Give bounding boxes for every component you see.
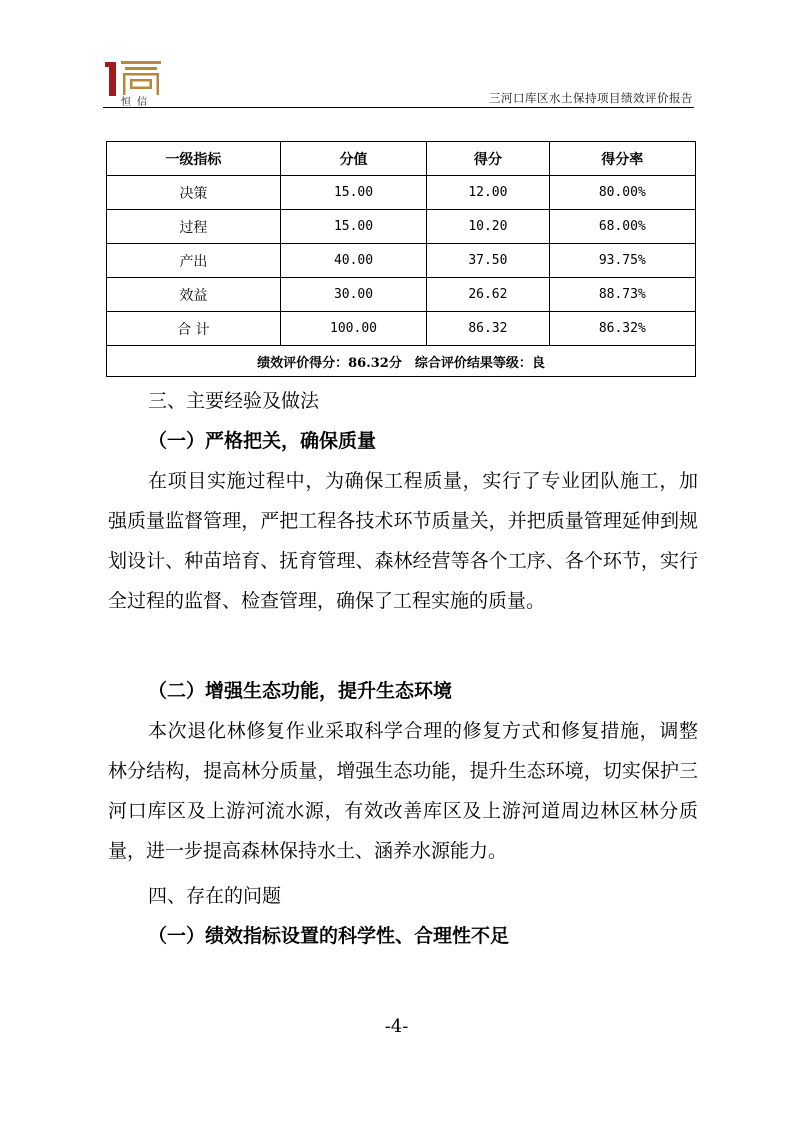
table-cell: 过程 (107, 210, 281, 244)
table-cell: 10.20 (427, 210, 549, 244)
table-cell: 86.32 (427, 312, 549, 346)
section-3-1-heading: （一）严格把关，确保质量 (148, 430, 377, 452)
table-header-row (107, 142, 696, 176)
table-header-cell: 一级指标 (107, 142, 281, 176)
logo-name: 恒信 (121, 97, 153, 108)
table-row (107, 278, 696, 312)
table-cell: 86.32% (549, 312, 695, 346)
table-cell: 产出 (107, 244, 281, 278)
table-cell: 100.00 (280, 312, 426, 346)
section-4-1-heading: （一）绩效指标设置的科学性、合理性不足 (148, 925, 510, 947)
table-cell: 12.00 (427, 176, 549, 210)
table-row (107, 244, 696, 278)
table-cell: 40.00 (280, 244, 426, 278)
section-3-2-body: 本次退化林修复作业采取科学合理的修复方式和修复措施，调整林分结构，提高林分质量，增强生态功能，提升生态环境，切实保护三河口库区及上游河流水源，有效改善库区及上游河道周边林区林分质量，进一步提高森林保持水土、涵养水源能力。 (108, 720, 698, 862)
table-cell: 效益 (107, 278, 281, 312)
section-3-2-heading: （二）增强生态功能，提升生态环境 (148, 680, 453, 702)
table-cell: 15.00 (280, 176, 426, 210)
table-cell: 15.00 (280, 210, 426, 244)
table-cell: 决策 (107, 176, 281, 210)
header-divider (103, 107, 694, 108)
table-summary-row (107, 346, 696, 377)
table-cell: 88.73% (549, 278, 695, 312)
table-cell: 合 计 (107, 312, 281, 346)
table-row-total (107, 312, 696, 346)
table-header-cell: 分值 (280, 142, 426, 176)
header-title: 三河口库区水土保持项目绩效评价报告 (489, 91, 693, 105)
table-cell: 93.75% (549, 244, 695, 278)
table-header-cell: 得分 (427, 142, 549, 176)
page-number: -4- (384, 1016, 409, 1037)
table-cell: 68.00% (549, 210, 695, 244)
section-4-heading: 四、存在的问题 (148, 885, 282, 907)
table-cell: 80.00% (549, 176, 695, 210)
table-cell: 37.50 (427, 244, 549, 278)
table-cell: 26.62 (427, 278, 549, 312)
table-row (107, 210, 696, 244)
score-table (106, 141, 696, 377)
section-3-1-body: 在项目实施过程中，为确保工程质量，实行了专业团队施工，加强质量监督管理，严把工程各技术环节质量关，并把质量管理延伸到规划设计、种苗培育、抚育管理、森林经营等各个工序、各个环节，实行全过程的监督、检查管理，确保了工程实施的质量。 (108, 470, 698, 612)
table-summary: 绩效评价得分：86.32分 综合评价结果等级：良 (107, 346, 696, 377)
table-cell: 30.00 (280, 278, 426, 312)
section-3-heading: 三、主要经验及做法 (148, 390, 320, 412)
table-header-cell: 得分率 (549, 142, 695, 176)
table-row (107, 176, 696, 210)
